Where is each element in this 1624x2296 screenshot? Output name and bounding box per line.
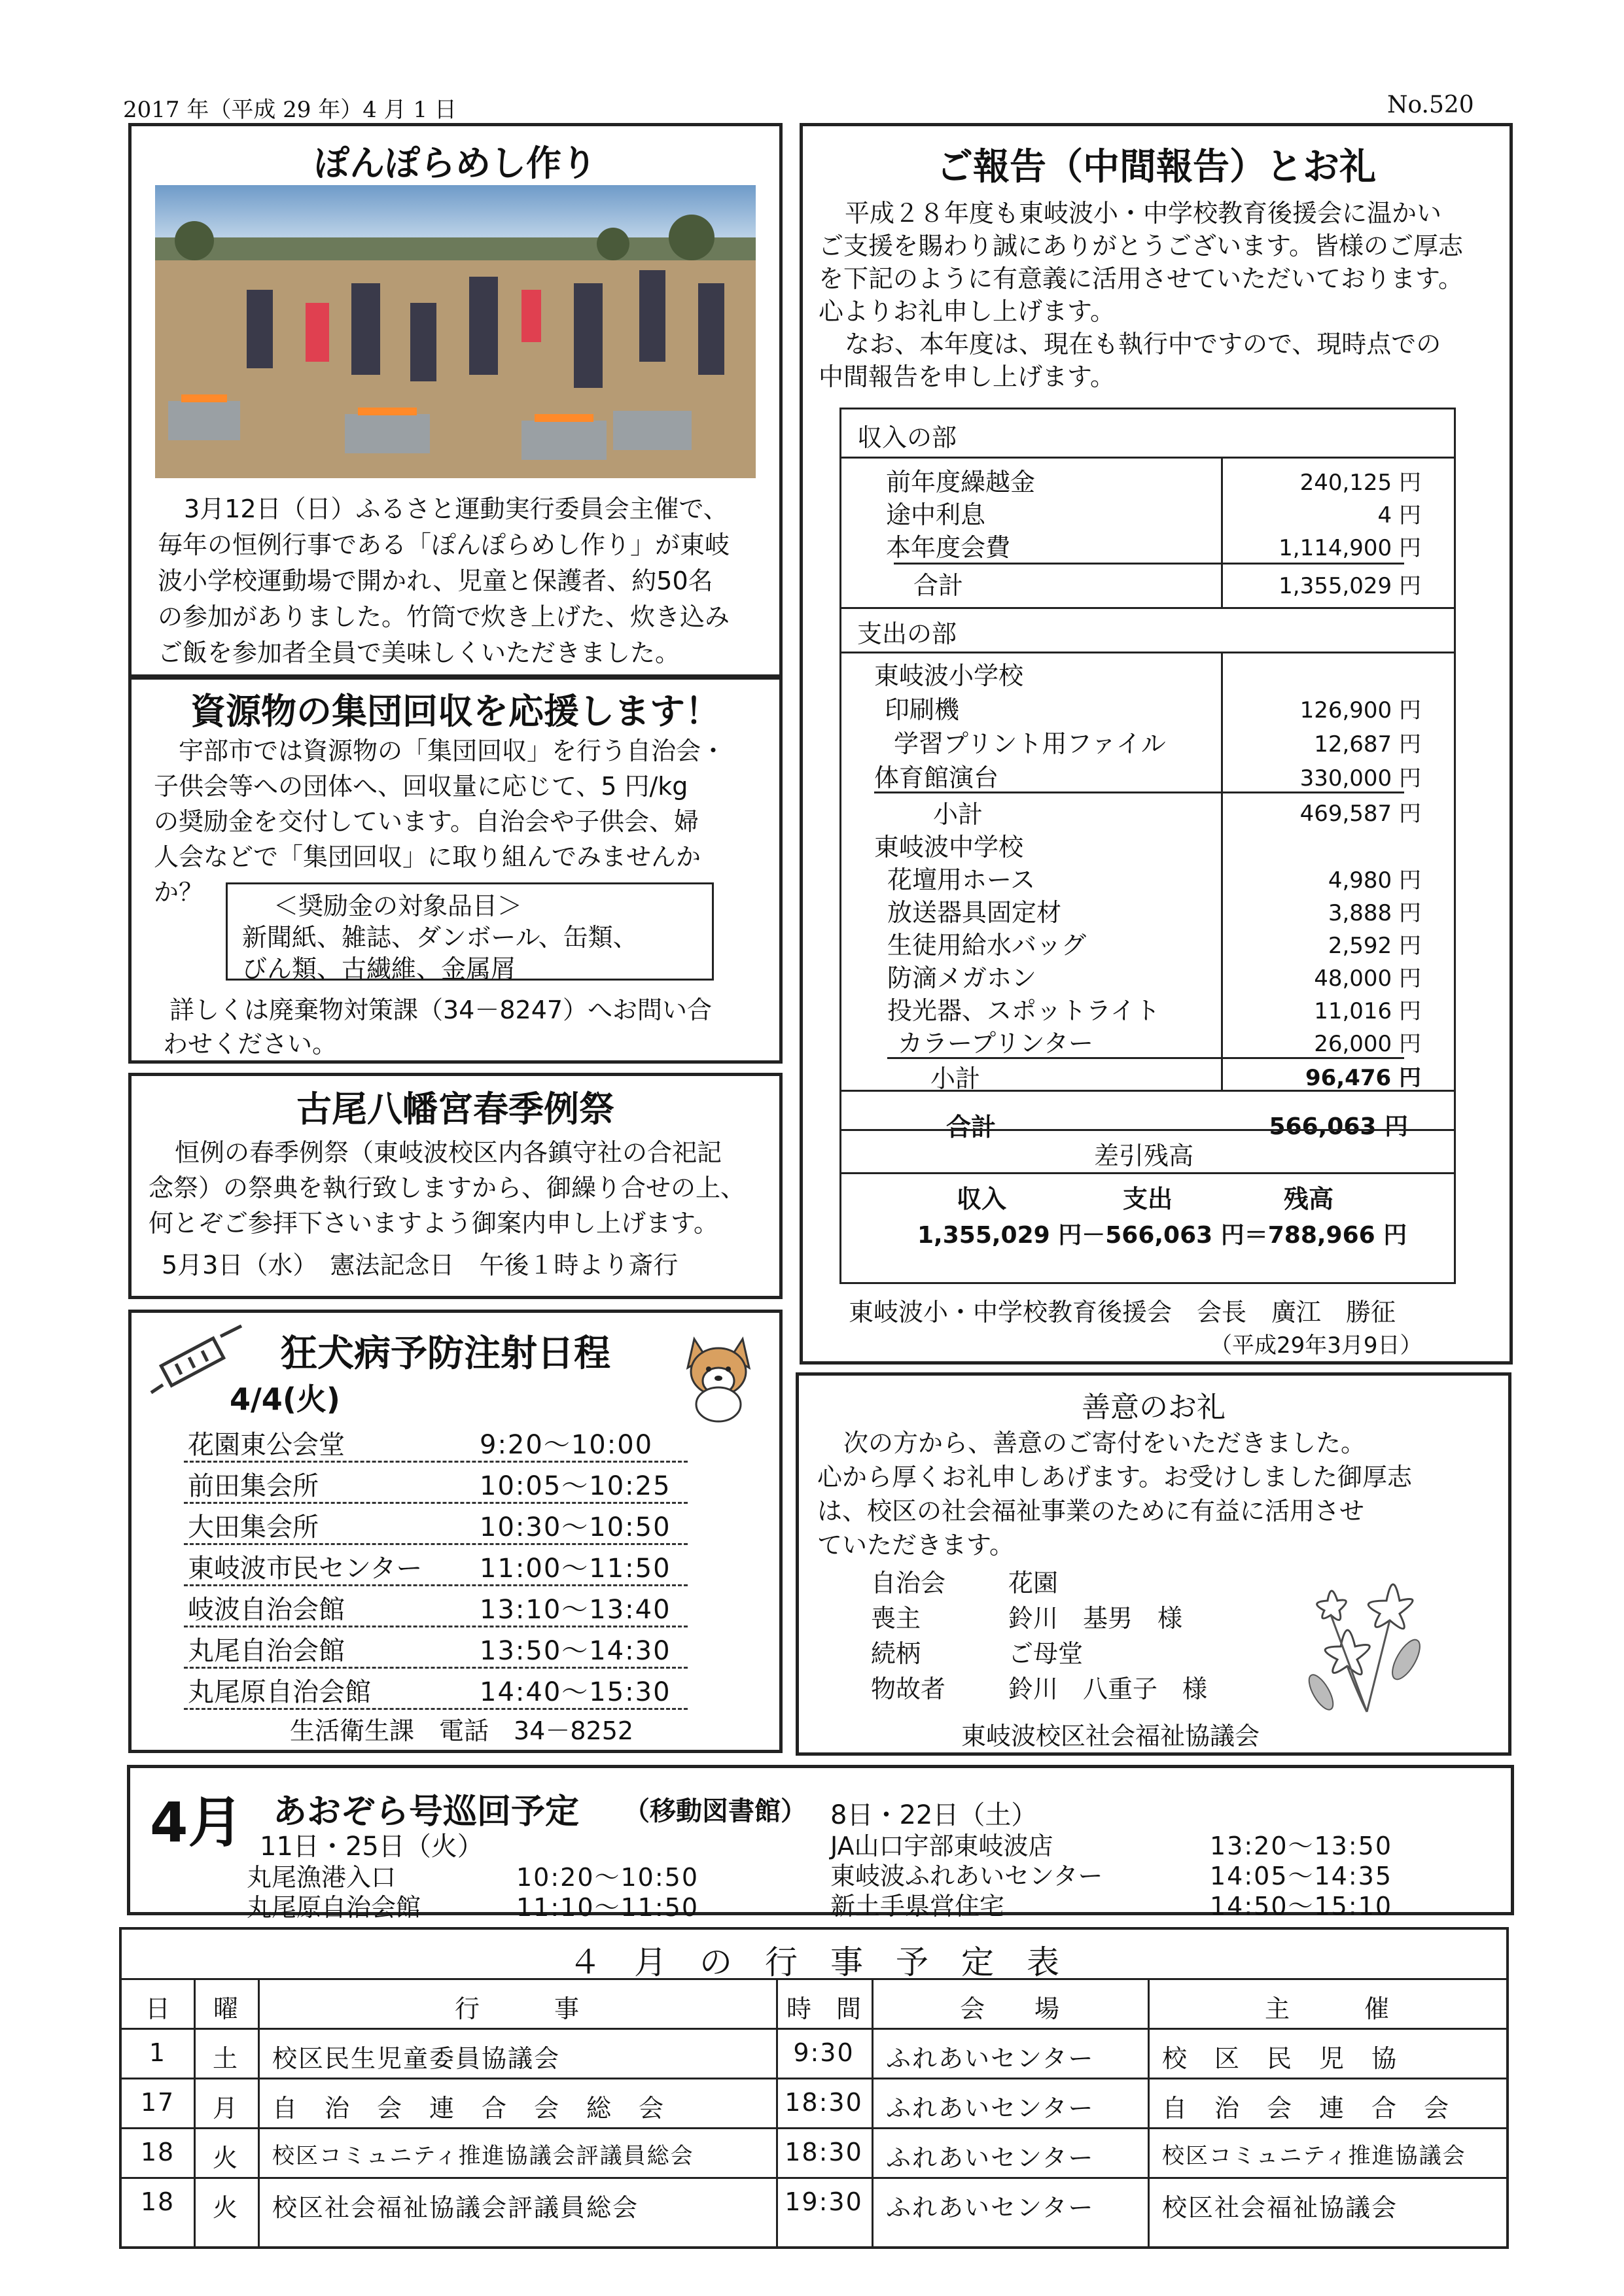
table-header-cell: 主 催 [1264,1994,1389,2023]
schedule-place: 花園東公会堂 [188,1430,345,1460]
rabies-section [128,1310,783,1753]
schedule-time: 13:10～13:40 [480,1595,671,1625]
table-cell-time: 19:30 [785,2187,863,2216]
body-line: ご飯を参加者全員で美味しくいただきました。 [158,638,680,667]
table-cell-host: 校区社会福祉協議会 [1162,2193,1398,2222]
elementary-subtotal-rule [874,791,1404,793]
festival-title: 古尾八幡宮春季例祭 [296,1088,614,1130]
expense-amount: 4,980 円 [1328,867,1421,894]
expense-total-label: 合計 [946,1113,997,1141]
intro-line: ご支援を賜わり誠にありがとうございます。皆様のご厚志 [819,232,1463,260]
body-line: か？ [154,878,204,907]
library-right-date: 8日・22日（土） [830,1800,1038,1830]
elementary-subtotal-label: 小計 [933,800,983,829]
events-title: ４ 月 の 行 事 予 定 表 [569,1943,1059,1981]
table-cell-venue: ふれあいセンター [886,2094,1095,2123]
table-cell-venue: ふれあいセンター [886,2044,1095,2073]
table-header-cell: 行 事 [454,1994,579,2023]
report-sign-date: （平成29年3月9日） [1210,1332,1422,1359]
table-cell-day: 17 [140,2088,175,2117]
income-label: 本年度会費 [886,533,1011,562]
library-title: あおぞら号巡回予定 [273,1792,580,1832]
schedule-place: 丸尾原自治会館 [188,1677,371,1707]
table-cell-dow: 火 [212,2193,239,2222]
row-divider [122,2127,1506,2129]
expense-amount: 48,000 円 [1314,965,1421,992]
row-divider [122,2177,1506,2179]
report-title: ご報告（中間報告）とお礼 [936,146,1376,188]
junior-subtotal: 96,476 円 [1305,1065,1421,1091]
items-line: びん類、古繊維、金属屑 [242,954,516,983]
expense-header: 支出の部 [857,619,957,648]
income-amount: 240,125 円 [1299,470,1421,496]
table-cell-event: 校区コミュニティ推進協議会評議員総会 [272,2143,694,2169]
library-stop-place: 丸尾原自治会館 [247,1893,421,1922]
body-line: 3月12日（日）ふるさと運動実行委員会主催で、 [184,495,728,523]
intro-line: 平成２８年度も東岐波小・中学校教育後援会に温かい [845,199,1442,228]
expense-amount: 126,900 円 [1299,697,1421,723]
accounting-table [839,408,1456,1284]
events-table [119,1927,1509,2249]
row-divider [122,2078,1506,2079]
recycle-items-box [226,882,714,981]
schedule-divider [184,1543,688,1545]
income-total-label: 合計 [913,571,964,600]
income-amount: 4 円 [1377,502,1421,529]
expense-label: カラープリンター [898,1029,1094,1058]
table-cell-time: 18:30 [785,2138,863,2166]
expense-label: 放送器具固定材 [887,898,1062,927]
library-left-date: 11日・25日（火） [260,1832,484,1862]
schedule-time: 10:05～10:25 [480,1471,671,1501]
recycle-section [128,676,783,1064]
intro-line: 心よりお礼申し上げます。 [819,297,1115,326]
schedule-place: 東岐波市民センター [188,1554,423,1584]
rabies-contact: 生活衛生課 電話 34－8252 [290,1716,634,1745]
body-line: 毎年の恒例行事である「ぽんぽらめし作り」が東岐 [158,531,730,559]
schedule-divider [184,1667,688,1669]
junior-label: 東岐波中学校 [874,833,1024,861]
items-title: ＜奨励金の対象品目＞ [274,892,523,920]
library-stop-time: 13:20～13:50 [1210,1832,1393,1860]
donor-role: 物故者 [871,1675,946,1703]
table-cell-event: 校区社会福祉協議会評議員総会 [272,2193,639,2222]
expense-amount: 3,888 円 [1328,900,1421,926]
table-header-cell: 曜 [213,1994,238,2023]
ponpon-body [158,491,730,671]
festival-date: 5月3日（水） 憲法記念日 午後１時より斎行 [162,1251,679,1279]
expense-label: 学習プリント用ファイル [894,729,1166,758]
issue-date: 2017 年（平成 29 年）4 月 1 日 [123,97,457,123]
table-cell-dow: 火 [212,2144,239,2172]
elementary-subtotal: 469,587 円 [1299,801,1421,827]
schedule-place: 大田集会所 [188,1512,319,1542]
ponpon-title: ぽんぽらめし作り [314,143,597,184]
body-line: 子供会等への団体へ、回収量に応じて、5 円/kg [154,772,688,801]
thanks-title: 善意のお礼 [1082,1391,1226,1424]
schedule-time: 14:40～15:30 [480,1677,671,1707]
intro-line: を下記のように有意義に活用させていただいております。 [819,264,1463,293]
schedule-time: 11:00～11:50 [480,1554,671,1584]
table-header-cell: 日 [145,1994,170,2023]
expense-label: 防滴メガホン [887,964,1037,992]
recycle-title: 資源物の集団回収を応援します！ [190,691,720,732]
table-cell-event: 校区民生児童委員協議会 [272,2044,561,2073]
library-stop-place: 東岐波ふれあいセンター [830,1862,1103,1890]
body-line: 人会などで「集団回収」に取り組んでみませんか [154,843,701,871]
library-stop-place: 丸尾漁港入口 [247,1863,397,1892]
schedule-divider [184,1708,688,1710]
schedule-place: 丸尾自治会館 [188,1636,345,1666]
income-amount: 1,114,900 円 [1279,535,1421,561]
expense-amount: 330,000 円 [1299,765,1421,791]
schedule-divider [184,1584,688,1586]
dog-icon [680,1331,757,1423]
recycle-contact: 詳しくは廃棄物対策課（34－8247）へお問い合 [169,996,713,1024]
body-line: の奨励金を交付しています。自治会や子供会、婦 [154,807,699,836]
library-stop-place: 新土手県営住宅 [830,1892,1005,1921]
table-cell-day: 18 [140,2187,175,2216]
schedule-divider [184,1502,688,1504]
schedule-time: 10:30～10:50 [480,1512,671,1542]
table-cell-day: 18 [140,2138,175,2166]
balance-rule [841,1172,1454,1174]
donor-role: 続柄 [871,1639,921,1668]
library-section [127,1765,1514,1922]
thanks-org: 東岐波校区社会福祉協議会 [961,1722,1260,1750]
library-stop-place: JA山口宇部東岐波店 [830,1832,1053,1860]
donor-role: 喪主 [871,1604,921,1633]
ponpon-section [128,123,783,678]
report-intro [819,197,1463,393]
schedule-time: 9:20～10:00 [480,1430,654,1460]
rabies-date: 4/4(火) [230,1382,340,1417]
donor-role: 自治会 [871,1569,946,1597]
schedule-divider [184,1461,688,1463]
body-line: 波小学校運動場で開かれ、児童と保護者、約50名 [158,566,713,595]
elementary-label: 東岐波小学校 [874,661,1024,690]
expense-amount: 11,016 円 [1314,998,1421,1024]
recycle-contact: わせください。 [163,1030,338,1058]
table-cell-host: 自 治 会 連 合 会 [1162,2094,1451,2123]
balance-label: 収入 [957,1185,1007,1213]
body-line: 恒例の春季例祭（東岐波校区内各鎮守社の合祀記 [175,1138,722,1167]
junior-subtotal-label: 小計 [930,1064,981,1093]
library-stop-time: 10:20～10:50 [516,1863,699,1892]
income-label: 途中利息 [886,500,986,529]
table-cell-event: 自 治 会 連 合 会 総 会 [272,2094,665,2123]
expense-total: 566,063 円 [1269,1113,1408,1140]
income-label: 前年度繰越金 [886,468,1036,496]
table-header-cell: 会 場 [959,1994,1059,2023]
thanks-line: ていただきます。 [817,1531,1014,1559]
balance-header: 差引残高 [1094,1141,1194,1170]
items-line: 新聞紙、雑誌、ダンボール、缶類、 [242,923,638,952]
body-line: の参加がありました。竹筒で炊き上げた、炊き込み [158,602,730,631]
library-stop-time: 11:10～11:50 [516,1893,699,1922]
expense-amount: 12,687 円 [1314,731,1421,757]
table-cell-dow: 土 [212,2044,239,2073]
donor-name: ご母堂 [1008,1639,1084,1668]
income-total: 1,355,029 円 [1279,573,1421,599]
expense-label: 花壇用ホース [887,865,1036,894]
table-cell-dow: 月 [212,2094,239,2123]
library-stop-time: 14:50～15:10 [1210,1892,1393,1921]
balance-formula: 1,355,029 円－566,063 円＝788,966 円 [917,1222,1407,1249]
report-section [800,123,1513,1365]
income-total-rule [894,563,1404,565]
balance-label: 支出 [1123,1185,1173,1213]
body-line: 何とぞご参拝下さいますよう御案内申し上げます。 [149,1209,718,1238]
expense-label: 体育館演台 [874,763,999,792]
issue-number: No.520 [1387,92,1474,118]
balance-label: 残高 [1284,1185,1334,1213]
thanks-line: 次の方から、善意のご寄付をいただきました。 [843,1429,1366,1457]
table-cell-time: 9:30 [793,2038,855,2067]
festival-section [128,1073,783,1299]
report-signature: 東岐波小・中学校教育後援会 会長 廣江 勝征 [849,1298,1396,1327]
thanks-section [796,1372,1511,1756]
table-cell-host: 校区コミュニティ推進協議会 [1162,2143,1466,2169]
intro-line: なお、本年度は、現在も執行中ですので、現時点での [845,330,1441,358]
body-line: 念祭）の祭典を執行致しますから、御繰り合せの上、 [149,1174,746,1202]
thanks-line: 心から厚くお礼申しあげます。お受けしました御厚志 [817,1463,1412,1491]
donor-name: 花園 [1008,1569,1059,1597]
thanks-line: は、校区の社会福祉事業のために有益に活用させ [817,1497,1365,1525]
library-stop-time: 14:05～14:35 [1210,1862,1393,1890]
ponpon-photo [155,185,756,478]
table-cell-time: 18:30 [785,2088,863,2117]
expense-label: 印刷機 [885,695,960,724]
intro-line: 中間報告を申し上げます。 [819,362,1115,391]
row-divider [122,2028,1506,2030]
income-header: 収入の部 [857,423,957,452]
donor-name: 鈴川 基男 様 [1008,1604,1183,1633]
library-month: 4月 [150,1790,243,1854]
schedule-time: 13:50～14:30 [480,1636,671,1666]
schedule-place: 前田集会所 [188,1471,319,1501]
table-header-cell: 時 間 [786,1994,861,2023]
library-subtitle: （移動図書館） [624,1796,807,1826]
donor-name: 鈴川 八重子 様 [1008,1675,1208,1703]
expense-label: 生徒用給水バッグ [887,931,1087,960]
table-cell-host: 校 区 民 児 協 [1162,2044,1398,2073]
schedule-place: 岐波自治会館 [188,1595,345,1625]
expense-amount: 2,592 円 [1328,933,1421,959]
expense-label: 投光器、スポットライト [887,996,1160,1025]
body-line: 宇部市では資源物の「集団回収」を行う自治会・ [179,737,726,765]
table-cell-venue: ふれあいセンター [886,2193,1095,2222]
table-cell-venue: ふれあいセンター [886,2144,1095,2172]
flower-icon [1301,1561,1432,1718]
schedule-divider [184,1626,688,1627]
table-cell-day: 1 [149,2038,167,2067]
rabies-title: 狂犬病予防注射日程 [281,1332,610,1375]
expense-amount: 26,000 円 [1314,1031,1421,1057]
